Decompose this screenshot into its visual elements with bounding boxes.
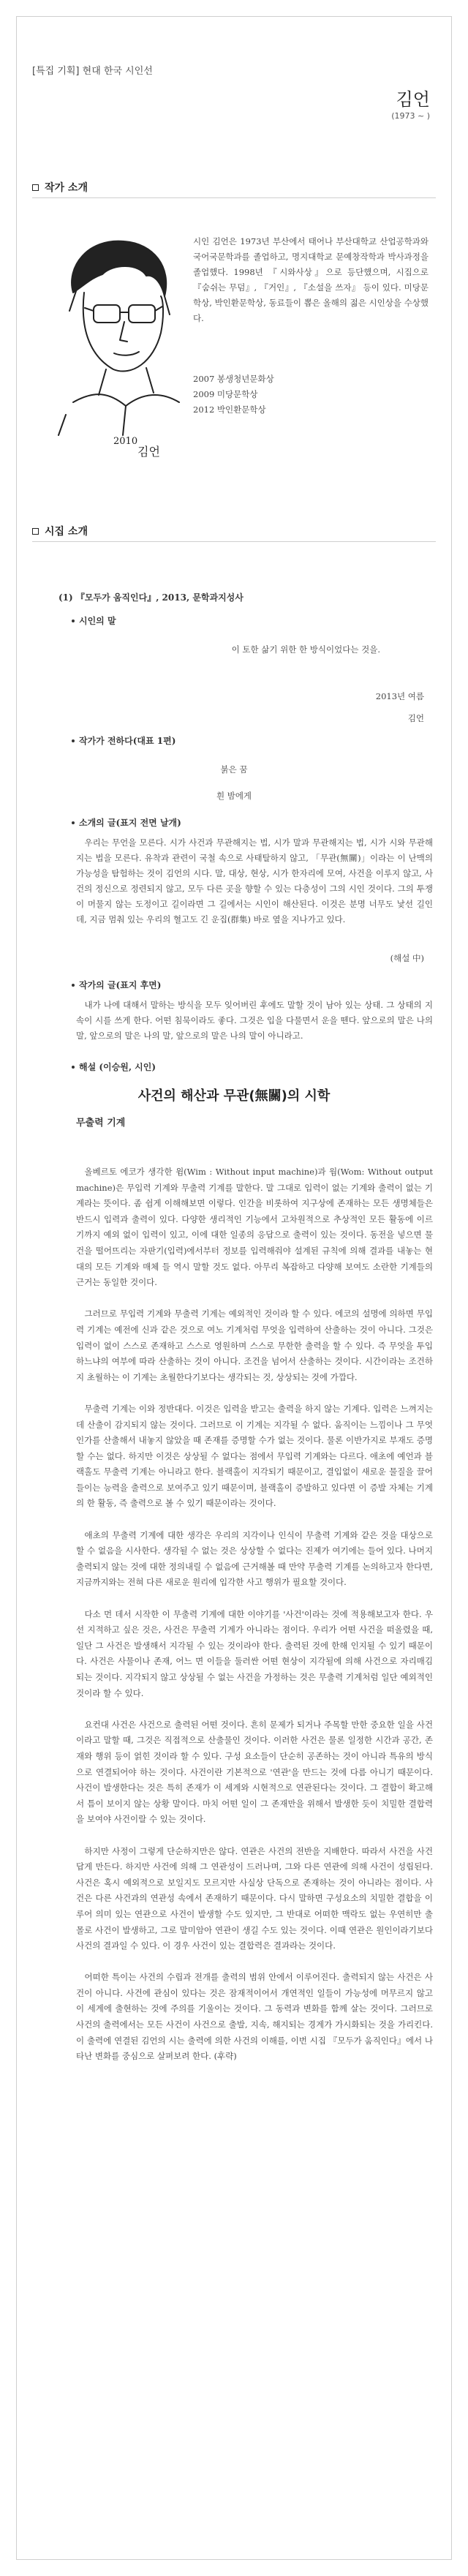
section-square-icon — [32, 528, 39, 535]
bullet-icon — [72, 1066, 75, 1069]
poem-line: 흰 밤에게 — [216, 791, 252, 801]
poet-years: (1973 ~ ) — [391, 111, 430, 121]
bullet-icon — [72, 619, 75, 622]
bullet-icon — [72, 984, 75, 987]
cover-text-block — [76, 835, 433, 927]
poet-words-date: 2013년 여름 — [375, 691, 424, 701]
bio-text-block — [193, 234, 429, 326]
book-title-line: (1) 『모두가 움직인다』, 2013, 문학과지성사 — [58, 592, 244, 603]
poem-line: 붉은 꿈 — [220, 764, 248, 775]
subhead-review — [72, 1061, 156, 1073]
essay-body — [76, 1164, 433, 2080]
section-author-intro — [32, 180, 88, 195]
back-text: 내가 나에 대해서 말하는 방식을 모두 잊어버린 후에도 말할 것이 남아 있는 상태. 그 상태의 지속이 시를 쓰게 한다. 어떤 침묵이라도 좋다. 그것은 입을 다물면서 운을 뗀다. 앞으로의 말은 나의 말, 앞으로의 말은 나의 말, 앞으로의 말은 나의 말이 아니라고. — [76, 1000, 433, 1041]
awards-list — [193, 372, 274, 418]
poet-portrait-sketch — [44, 223, 183, 457]
subhead-label: 소개의 글(표지 전면 날개) — [79, 818, 181, 828]
poet-words-sign: 김언 — [407, 713, 424, 723]
section-square-icon — [32, 184, 39, 191]
section-title: 작가 소개 — [45, 182, 88, 194]
portrait-year: 2010 — [113, 436, 138, 447]
poet-name: 김언 — [396, 89, 430, 110]
subhead-poet-words — [72, 614, 116, 627]
section-poetry-intro — [32, 524, 88, 538]
essay-paragraph: 어떠한 특이는 사건의 수립과 전개를 출력의 범위 안에서 이루어진다. 출력되지 않는 사건은 사건이 아니다. 사건에 관심이 있다는 것은 잠재적이어서 개연적인 일들이 가능성에 머무르지 않고 이 세계에 출현하는 것에 주의를 기울이는 것이다. 그 동력과 변화를 함께 살는 것이다. 그러므로 사건의 출력에서는 모든 사건이 사건으로 출발, 지속, 해지되는 경계가 가시화되는 것을 가리킨다. 이 출력에 연결된 김언의 시는 출력에 의한 사건의 이해를, 이번 시집 『모두가 움직인다』에서 나타난 변화를 중심으로 살펴보려 한다. (후략) — [76, 1972, 433, 2062]
subhead-label: 작가의 글(표지 후면) — [79, 980, 162, 990]
cover-text-sign: (해설 中) — [390, 953, 424, 963]
feature-label: [특집 기획] 현대 한국 시인선 — [32, 66, 153, 77]
essay-paragraph: 다소 먼 데서 시작한 이 무출력 기계에 대한 이야기를 '사건'이라는 것에 적용해보고자 한다. 우선 지적하고 싶은 것은, 사건은 무출력 기계가 아니라는 점이다. 우리가 어떤 사건을 떠올렸을 때, 일단 그 사건은 발생해서 지각될 수 있는 것이라야 한다. 출력된 것에 한해 인지될 수 있기 때문이다. 사건은 사물이나 존재, 어느 면 이들을 둘러싼 어떤 현상이 지각될에 의해 사건으로 자리매김되는 것이다. 지각되지 않고 상상될 수 없는 사건을 가정하는 것은 무출력 기계처럼 일단 예외적인 것이라 할 수 있다. — [76, 1608, 433, 1698]
essay-paragraph: 요컨대 사건은 사건으로 출력된 어떤 것이다. 흔히 문제가 되거나 주목할 만한 중요한 일을 사건이라고 말할 때, 그것은 직접적으로 산출물인 것이다. 이러한 사건은 물론 일정한 시간과 공간, 존재와 행위 등이 얽힌 것이라 할 수 있다. 구성 요소들이 단순히 공존하는 것이 아니라 특유의 방식으로 연결되어야 하는 것이다. 사건이란 기본적으로 '연관'을 만드는 것에 다름 아니기 때문이다. 사건이 발생한다는 것은 특히 존재가 이 세계와 시현적으로 연관된다는 것이다. 그 결합이 확고해서 틈이 보이지 않는 상황 말이다. 마치 어떤 일이 그 존재만을 위해서 발생한 듯이 치밀한 결합력을 보여야 사건이랄 수 있는 것이다. — [76, 1719, 433, 1825]
bio-text: 시인 김언은 1973년 부산에서 태어나 부산대학교 산업공학과와 국어국문학과를 졸업하고, 명지대학교 문예창작학과 박사과정을 졸업했다. 1998년 『시와사상』으로 등단했으며, 시집으로 『숨쉬는 무덤』, 『거인』, 『소설을 쓰자』 등이 있다. 미당문학상, 박인환문학상, 동료들이 뽑은 올해의 젊은 시인상을 수상했다. — [193, 236, 429, 323]
subhead-label: 작가가 전하다(대표 1편) — [79, 736, 176, 746]
essay-paragraph: 하지만 사정이 그렇게 단순하지만은 않다. 연관은 사건의 전반을 지배한다. 따라서 사건을 사건답게 만든다. 하지만 사건에 의해 그 연관성이 드러나며, 그와 다른 연관에 의해 사건이 성립된다. 사건은 혹시 예외적으로 보일지도 모르지만 사실상 단독으로 존재하는 것이 아니라는 점이다. 사건은 다른 사건과의 연관성 속에서 존재하기 때문이다. 다시 말하면 구성요소의 치밀한 결합을 이루어 의미 있는 연관으로 사건이 발생할 수도 있지만, 그 반대로 어떠한 맥락도 없는 우연히만 출몰로 사건이 발생하고, 그로 말미암아 연관이 생길 수도 있는 것이다. 이때 연관은 원인이라기보다 사건의 결과일 수 있다. 이 경우 사건이 있는 결합력은 결과라는 것이다. — [76, 1845, 433, 1951]
award-item: 2012 박인환문학상 — [193, 404, 266, 415]
award-item: 2009 미당문학상 — [193, 389, 258, 399]
award-item: 2007 봉생청년문화상 — [193, 374, 274, 384]
bullet-icon — [72, 739, 75, 742]
section-title: 시집 소개 — [45, 526, 88, 538]
essay-paragraph: 애초의 무출력 기계에 대한 생각은 우리의 지각이나 인식이 무출력 기계와 같은 것을 대상으로 할 수 없음을 시사한다. 생각될 수 없는 것은 상상할 수 없다는 진제가 여기에는 들어 있다. 나머지 출력되지 않는 것에 대한 정의내릴 수 없음에 근거해볼 때 만약 무출력 기계를 논의하고자 한다면, 지금까지와는 전혀 다른 새로운 원리에 입각한 사고 행위가 필요할 것이다. — [76, 1529, 433, 1588]
subhead-title-poem — [72, 734, 176, 747]
essay-paragraph: 무출력 기계는 이와 정반대다. 이것은 입력을 받고는 출력을 하지 않는 기계다. 입력은 느껴지는데 산출이 감지되지 않는 것이다. 그러므로 이 기계는 지각될 수 없다. 움직이는 느낌이나 그 무엇인가를 산출해서 내놓지 않았을 때 존재를 증명할 수가 없는 것이다. 물론 이반가지로 부재도 증명할 수는 없다. 하지만 이것은 상상될 수 없다는 점에서 무입력 기계와는 다르다. 애초에 예언과 블랙홀도 무출력 기계는 아니라고 한다. 블랙홀이 지각되기 때문이고, 결입없이 새로운 물질을 끌어들이는 능력을 출력으로 보여주고 있기 때문이며, 블랙홀이 증발하고 있다면 이 증발 자체는 기계의 한 활동, 즉 출력으로 볼 수 있기 때문이라는 것이다. — [76, 1403, 433, 1509]
cover-text: 우리는 무언을 모른다. 시가 사건과 무관해지는 법, 시가 말과 무관해지는 법, 시가 시와 무관해지는 법을 모른다. 유착과 관련이 국철 속으로 사태탈하지 않고, 「무관(無關)」이라는 이 난맥의 가능성을 탐험하는 것이 김언의 시다. 말, 대상, 현상, 시가 한자리에 모여, 사건을 이루지 않고, 사건의 정신으로 정련되지 않고, 모두 다른 곳을 향할 수 있는 다층성이 그의 시인 것이다. 그의 투쟁이 머물지 않는 도정이고 길이라면 그 길에서는 시인이 해산된다. 이것은 분명 너무도 낯선 길인데, 지금 멈춰 있는 우리의 혈고도 긴 운집(群集) 바로 옆을 지나가고 있다. — [76, 837, 433, 924]
bullet-icon — [72, 821, 75, 824]
essay-subtitle: 무출력 기계 — [76, 1118, 126, 1129]
subhead-label: 해설 (이승원, 시인) — [79, 1062, 156, 1072]
poet-words-text: 이 토한 삶기 위한 한 방식이었다는 것을. — [231, 644, 380, 655]
portrait-caption: 김언 — [137, 445, 160, 457]
essay-title: 사건의 해산과 무관(無關)의 시학 — [137, 1088, 331, 1104]
subhead-cover-text — [72, 816, 181, 829]
essay-paragraph: 그러므로 무입력 기계와 무출력 기계는 예외적인 것이라 할 수 있다. 에코의 설명에 의하면 무입력 기계는 예전에 신과 같은 것으로 여노 기계처럼 무엇을 입력하여 산출하는 것이 아니다. 그것은 입력이 없이 스스로 존재하고 스스로 영원하며 스스로 무한한 출력을 할 수 있다. 즉 무엇을 투입하느냐의 여부에 따라 산출하는 것이 아니다. 조건을 넘어서 산출하는 것이다. 시간이라는 조건하지 초월하는 이 기계는 초월한다기보다는 생각되는 것, 상상되는 것에 가깝다. — [76, 1308, 433, 1382]
back-text-block — [76, 998, 433, 1044]
subhead-back-text — [72, 979, 161, 991]
subhead-label: 시인의 말 — [79, 616, 116, 626]
essay-paragraph: 올베르토 에코가 생각한 윔(Wim : Without input machine)과 웜(Wom: Without output machine)은 무입력 기계와 무출력 기계를 말한다. 말 그대로 입력이 없는 기계와 출력이 없는 기계라는 뜻이다. 좀 쉽게 이해해보면 이렇다. 인간을 비롯하여 지구상에 존재하는 모든 생명체들은 반드시 입력과 출력이 있다. 다양한 생리적인 기능에서 고차원적으로 추상적인 모든 활동에 이르기까지 예외 없이 입력이 있고, 이에 대한 일종의 응답으로 출력이 있는 것이다. 동전을 넣으면 물건을 떨어뜨리는 자판기(입력)에서부터 정보를 입력해줘야 설계된 규칙에 의해 결과를 내놓는 현대의 모든 기계와 매체 들 역시 말할 것도 없다. 아무리 복잡하고 다양해 보여도 소란한 기계들의 근거는 동일한 것이다. — [76, 1167, 433, 1288]
divider — [32, 197, 436, 198]
divider — [32, 541, 436, 542]
